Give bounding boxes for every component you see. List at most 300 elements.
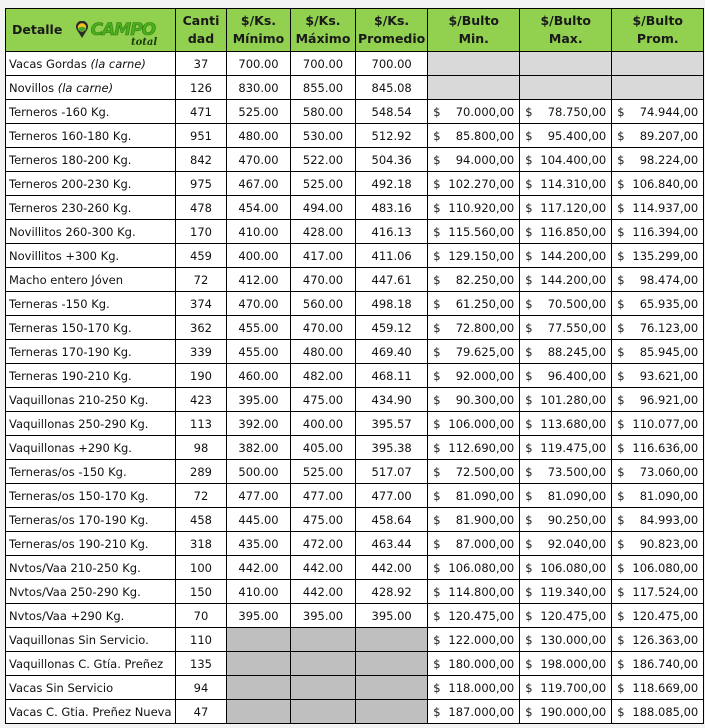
amount: 72.800,00 <box>455 320 515 335</box>
cell-cantidad: 126 <box>176 76 227 100</box>
cell-cantidad: 70 <box>176 604 227 628</box>
table-row <box>6 388 704 412</box>
cell-bmin <box>428 460 520 484</box>
amount: 110.920,00 <box>448 200 515 215</box>
cell-bmin <box>428 676 520 700</box>
cell-empty <box>291 652 356 676</box>
cell-bmin <box>428 124 520 148</box>
table-header <box>6 9 704 52</box>
amount: 90.250,00 <box>547 512 607 527</box>
currency-symbol: $ <box>433 296 441 311</box>
currency-symbol: $ <box>525 272 533 287</box>
cell-kmax: 525.00 <box>291 172 356 196</box>
cell-bmin <box>428 532 520 556</box>
currency-symbol: $ <box>617 584 625 599</box>
currency-symbol: $ <box>617 200 625 215</box>
cell-kprom: 434.90 <box>356 388 428 412</box>
cell-kmin: 830.00 <box>227 76 291 100</box>
cell-empty <box>428 52 520 76</box>
amount: 188.085,00 <box>632 704 699 719</box>
currency-symbol: $ <box>617 152 625 167</box>
cell-bmin <box>428 316 520 340</box>
cell-cantidad: 47 <box>176 700 227 724</box>
amount: 77.550,00 <box>547 320 607 335</box>
currency-symbol: $ <box>617 464 625 479</box>
map-pin-icon <box>75 21 89 39</box>
amount: 106.080,00 <box>540 560 607 575</box>
cell-kmin: 467.00 <box>227 172 291 196</box>
amount: 119.700,00 <box>540 680 607 695</box>
amount: 73.500,00 <box>547 464 607 479</box>
amount: 104.400,00 <box>540 152 607 167</box>
currency-symbol: $ <box>617 488 625 503</box>
cell-kmin: 395.00 <box>227 388 291 412</box>
category-name: Terneros -160 Kg. <box>9 104 110 119</box>
cell-cantidad: 339 <box>176 340 227 364</box>
cell-kmax: 472.00 <box>291 532 356 556</box>
cell-bmin <box>428 652 520 676</box>
amount: 144.200,00 <box>540 248 607 263</box>
cell-detalle <box>6 580 176 604</box>
currency-symbol: $ <box>433 320 441 335</box>
cell-cantidad: 458 <box>176 508 227 532</box>
cell-kprom: 845.08 <box>356 76 428 100</box>
currency-symbol: $ <box>617 368 625 383</box>
cell-bmax <box>520 508 612 532</box>
cell-bprom <box>612 652 704 676</box>
amount: 81.900,00 <box>455 512 515 527</box>
amount: 81.090,00 <box>547 488 607 503</box>
cell-bprom <box>612 508 704 532</box>
amount: 98.224,00 <box>639 152 699 167</box>
cell-kprom: 492.18 <box>356 172 428 196</box>
table-row <box>6 76 704 100</box>
cell-kmax: 700.00 <box>291 52 356 76</box>
currency-symbol: $ <box>433 368 441 383</box>
currency-symbol: $ <box>617 104 625 119</box>
cell-cantidad: 975 <box>176 172 227 196</box>
cell-cantidad: 98 <box>176 436 227 460</box>
amount: 144.200,00 <box>540 272 607 287</box>
cell-bmax <box>520 220 612 244</box>
cell-kmin: 435.00 <box>227 532 291 556</box>
category-note: (la carne) <box>90 56 146 71</box>
cell-bprom <box>612 556 704 580</box>
cell-kprom: 469.40 <box>356 340 428 364</box>
amount: 112.690,00 <box>448 440 515 455</box>
cell-detalle <box>6 76 176 100</box>
cell-bprom <box>612 100 704 124</box>
currency-symbol: $ <box>617 344 625 359</box>
cell-bmin <box>428 628 520 652</box>
header-line1: Canti <box>182 13 220 28</box>
header-ks-promedio <box>356 9 428 52</box>
cell-kprom: 463.44 <box>356 532 428 556</box>
header-bulto-prom <box>612 9 704 52</box>
cell-cantidad: 135 <box>176 652 227 676</box>
cell-bprom <box>612 364 704 388</box>
amount: 94.000,00 <box>455 152 515 167</box>
cell-detalle <box>6 292 176 316</box>
cell-bmax <box>520 364 612 388</box>
cell-empty <box>227 652 291 676</box>
cell-bmin <box>428 364 520 388</box>
cell-kprom: 548.54 <box>356 100 428 124</box>
currency-symbol: $ <box>525 512 533 527</box>
amount: 101.280,00 <box>540 392 607 407</box>
cell-kprom: 700.00 <box>356 52 428 76</box>
cell-cantidad: 374 <box>176 292 227 316</box>
cell-cantidad: 362 <box>176 316 227 340</box>
amount: 96.921,00 <box>639 392 699 407</box>
currency-symbol: $ <box>433 272 441 287</box>
cell-bprom <box>612 196 704 220</box>
table-row <box>6 124 704 148</box>
cell-bmax <box>520 148 612 172</box>
cell-detalle <box>6 604 176 628</box>
cell-kmin: 700.00 <box>227 52 291 76</box>
currency-symbol: $ <box>617 704 625 719</box>
cell-bprom <box>612 388 704 412</box>
cell-kmin: 400.00 <box>227 244 291 268</box>
category-name: Terneros 200-230 Kg. <box>9 176 132 191</box>
currency-symbol: $ <box>525 704 533 719</box>
category-name: Terneros 230-260 Kg. <box>9 200 132 215</box>
header-ks-maximo <box>291 9 356 52</box>
category-name: Terneras/os 190-210 Kg. <box>9 536 149 551</box>
table-row <box>6 604 704 628</box>
currency-symbol: $ <box>433 560 441 575</box>
amount: 115.560,00 <box>448 224 515 239</box>
cell-bprom <box>612 340 704 364</box>
cell-bmin <box>428 100 520 124</box>
header-line2: dad <box>187 31 215 46</box>
cell-detalle <box>6 172 176 196</box>
amount: 78.750,00 <box>547 104 607 119</box>
currency-symbol: $ <box>433 344 441 359</box>
category-name: Vacas Sin Servicio <box>9 680 114 695</box>
header-detalle-label: Detalle <box>12 21 63 37</box>
cell-bprom <box>612 628 704 652</box>
amount: 85.800,00 <box>455 128 515 143</box>
header-ks-minimo <box>227 9 291 52</box>
cell-empty <box>612 52 704 76</box>
currency-symbol: $ <box>525 488 533 503</box>
cell-kmax: 482.00 <box>291 364 356 388</box>
table-row <box>6 172 704 196</box>
cell-bmax <box>520 292 612 316</box>
amount: 118.669,00 <box>632 680 699 695</box>
cell-kprom: 459.12 <box>356 316 428 340</box>
cell-detalle <box>6 628 176 652</box>
cell-empty <box>291 700 356 724</box>
currency-symbol: $ <box>433 464 441 479</box>
currency-symbol: $ <box>525 296 533 311</box>
amount: 110.077,00 <box>632 416 699 431</box>
cell-empty <box>520 52 612 76</box>
cell-kmin: 382.00 <box>227 436 291 460</box>
cell-kmax: 395.00 <box>291 604 356 628</box>
currency-symbol: $ <box>433 176 441 191</box>
amount: 85.945,00 <box>639 344 699 359</box>
category-name: Terneros 180-200 Kg. <box>9 152 132 167</box>
amount: 73.060,00 <box>639 464 699 479</box>
cell-kmax: 442.00 <box>291 580 356 604</box>
header-bulto-min <box>428 9 520 52</box>
cell-kmin: 455.00 <box>227 316 291 340</box>
table-row <box>6 316 704 340</box>
cell-bmax <box>520 676 612 700</box>
header-line2: Promedio <box>358 31 426 46</box>
currency-symbol: $ <box>433 584 441 599</box>
amount: 186.740,00 <box>632 656 699 671</box>
cell-bmax <box>520 172 612 196</box>
category-name: Nvtos/Vaa 210-250 Kg. <box>9 560 141 575</box>
cell-detalle <box>6 412 176 436</box>
cell-detalle <box>6 340 176 364</box>
currency-symbol: $ <box>525 368 533 383</box>
cell-kmax: 417.00 <box>291 244 356 268</box>
cell-bprom <box>612 124 704 148</box>
category-note: (la carne) <box>57 80 114 95</box>
category-name: Terneras -150 Kg. <box>9 296 110 311</box>
cell-bprom <box>612 220 704 244</box>
cell-kmax: 400.00 <box>291 412 356 436</box>
cell-kmin: 455.00 <box>227 340 291 364</box>
cell-bmin <box>428 196 520 220</box>
category-name: Terneros 160-180 Kg. <box>9 128 132 143</box>
cell-detalle <box>6 244 176 268</box>
header-line1: $/Bulto <box>540 13 592 28</box>
cell-detalle <box>6 148 176 172</box>
currency-symbol: $ <box>617 656 625 671</box>
currency-symbol: $ <box>525 320 533 335</box>
currency-symbol: $ <box>525 152 533 167</box>
cell-kmin: 470.00 <box>227 148 291 172</box>
cell-kmin: 412.00 <box>227 268 291 292</box>
cell-kprom: 395.00 <box>356 604 428 628</box>
currency-symbol: $ <box>617 560 625 575</box>
logo-sub: total <box>130 37 158 49</box>
currency-symbol: $ <box>525 200 533 215</box>
cell-kprom: 416.13 <box>356 220 428 244</box>
cell-bmax <box>520 388 612 412</box>
cell-bprom <box>612 244 704 268</box>
cell-empty <box>356 628 428 652</box>
currency-symbol: $ <box>433 632 441 647</box>
currency-symbol: $ <box>617 176 625 191</box>
table-body <box>6 52 704 724</box>
cell-bprom <box>612 148 704 172</box>
cell-cantidad: 170 <box>176 220 227 244</box>
currency-symbol: $ <box>617 272 625 287</box>
category-name: Vaquillonas Sin Servicio. <box>9 632 149 647</box>
cell-kprom: 442.00 <box>356 556 428 580</box>
cell-kmax: 560.00 <box>291 292 356 316</box>
cell-empty <box>356 700 428 724</box>
cell-bmax <box>520 196 612 220</box>
cell-cantidad: 72 <box>176 484 227 508</box>
cell-kprom: 395.57 <box>356 412 428 436</box>
currency-symbol: $ <box>433 128 441 143</box>
table-row <box>6 508 704 532</box>
cell-bprom <box>612 172 704 196</box>
table-row <box>6 412 704 436</box>
currency-symbol: $ <box>525 632 533 647</box>
cell-bmin <box>428 292 520 316</box>
amount: 117.120,00 <box>540 200 607 215</box>
cell-kmin: 470.00 <box>227 292 291 316</box>
currency-symbol: $ <box>525 464 533 479</box>
currency-symbol: $ <box>525 392 533 407</box>
amount: 92.040,00 <box>547 536 607 551</box>
table-row <box>6 652 704 676</box>
cell-bmax <box>520 316 612 340</box>
category-name: Novillitos +300 Kg. <box>9 248 120 263</box>
amount: 106.840,00 <box>632 176 699 191</box>
cell-cantidad: 289 <box>176 460 227 484</box>
amount: 120.475,00 <box>540 608 607 623</box>
currency-symbol: $ <box>433 392 441 407</box>
amount: 106.000,00 <box>448 416 515 431</box>
cell-kprom: 411.06 <box>356 244 428 268</box>
cell-kmax: 580.00 <box>291 100 356 124</box>
amount: 72.500,00 <box>455 464 515 479</box>
cell-kmax: 477.00 <box>291 484 356 508</box>
table-row <box>6 268 704 292</box>
table-row <box>6 364 704 388</box>
amount: 119.340,00 <box>540 584 607 599</box>
currency-symbol: $ <box>617 296 625 311</box>
currency-symbol: $ <box>433 200 441 215</box>
cell-detalle <box>6 652 176 676</box>
cell-bmin <box>428 268 520 292</box>
amount: 74.944,00 <box>639 104 699 119</box>
cell-kprom: 458.64 <box>356 508 428 532</box>
currency-symbol: $ <box>525 104 533 119</box>
currency-symbol: $ <box>525 128 533 143</box>
cell-kmin: 392.00 <box>227 412 291 436</box>
amount: 126.363,00 <box>632 632 699 647</box>
cell-kmax: 470.00 <box>291 316 356 340</box>
cell-kprom: 517.07 <box>356 460 428 484</box>
cell-bprom <box>612 484 704 508</box>
cell-kmin: 500.00 <box>227 460 291 484</box>
cell-kprom: 428.92 <box>356 580 428 604</box>
cell-kmin: 480.00 <box>227 124 291 148</box>
amount: 70.000,00 <box>455 104 515 119</box>
category-name: Terneras 150-170 Kg. <box>9 320 132 335</box>
cell-cantidad: 72 <box>176 268 227 292</box>
amount: 88.245,00 <box>547 344 607 359</box>
table-row <box>6 196 704 220</box>
currency-symbol: $ <box>617 536 625 551</box>
price-table <box>5 8 704 724</box>
header-line1: $/Ks. <box>305 13 341 28</box>
currency-symbol: $ <box>525 560 533 575</box>
cell-cantidad: 110 <box>176 628 227 652</box>
cell-kprom: 498.18 <box>356 292 428 316</box>
table-row <box>6 700 704 724</box>
cell-cantidad: 94 <box>176 676 227 700</box>
cell-cantidad: 471 <box>176 100 227 124</box>
cell-bmax <box>520 436 612 460</box>
currency-symbol: $ <box>433 416 441 431</box>
cell-kmax: 475.00 <box>291 508 356 532</box>
cell-kmax: 428.00 <box>291 220 356 244</box>
currency-symbol: $ <box>525 176 533 191</box>
category-name: Nvtos/Vaa +290 Kg. <box>9 608 125 623</box>
cell-bmin <box>428 556 520 580</box>
header-bulto-max <box>520 9 612 52</box>
cell-kprom: 512.92 <box>356 124 428 148</box>
header-line2: Min. <box>458 31 489 46</box>
cell-bmin <box>428 508 520 532</box>
header-line1: $/Bulto <box>448 13 500 28</box>
cell-bmax <box>520 628 612 652</box>
cell-bmin <box>428 484 520 508</box>
amount: 198.000,00 <box>540 656 607 671</box>
cell-bmax <box>520 268 612 292</box>
amount: 87.000,00 <box>455 536 515 551</box>
cell-bmax <box>520 244 612 268</box>
amount: 92.000,00 <box>455 368 515 383</box>
cell-bmin <box>428 148 520 172</box>
cell-kmax: 442.00 <box>291 556 356 580</box>
category-name: Terneras 190-210 Kg. <box>9 368 132 383</box>
cell-detalle <box>6 676 176 700</box>
currency-symbol: $ <box>525 440 533 455</box>
cell-kmax: 530.00 <box>291 124 356 148</box>
currency-symbol: $ <box>433 608 441 623</box>
cell-kprom: 468.11 <box>356 364 428 388</box>
table-row <box>6 628 704 652</box>
currency-symbol: $ <box>617 128 625 143</box>
cell-cantidad: 951 <box>176 124 227 148</box>
amount: 76.123,00 <box>639 320 699 335</box>
amount: 118.000,00 <box>448 680 515 695</box>
header-line2: Max. <box>548 31 583 46</box>
cell-detalle <box>6 460 176 484</box>
currency-symbol: $ <box>525 416 533 431</box>
header-cantidad <box>176 9 227 52</box>
cell-kmax: 475.00 <box>291 388 356 412</box>
table-row <box>6 100 704 124</box>
header-line1: $/Bulto <box>632 13 684 28</box>
cell-bprom <box>612 676 704 700</box>
amount: 106.080,00 <box>632 560 699 575</box>
amount: 180.000,00 <box>448 656 515 671</box>
amount: 106.080,00 <box>448 560 515 575</box>
cell-detalle <box>6 100 176 124</box>
category-name: Terneras/os 150-170 Kg. <box>9 488 149 503</box>
cell-detalle <box>6 268 176 292</box>
currency-symbol: $ <box>433 488 441 503</box>
category-name: Macho entero Jóven <box>9 272 123 287</box>
currency-symbol: $ <box>617 392 625 407</box>
category-name: Vaquillonas C. Gtía. Preñez <box>9 656 164 671</box>
cell-detalle <box>6 316 176 340</box>
cell-cantidad: 37 <box>176 52 227 76</box>
table-row <box>6 340 704 364</box>
currency-symbol: $ <box>617 512 625 527</box>
cell-bprom <box>612 604 704 628</box>
currency-symbol: $ <box>433 704 441 719</box>
category-name: Vacas C. Gtia. Preñez Nueva <box>9 704 172 719</box>
cell-bmax <box>520 340 612 364</box>
cell-bprom <box>612 580 704 604</box>
amount: 61.250,00 <box>455 296 515 311</box>
